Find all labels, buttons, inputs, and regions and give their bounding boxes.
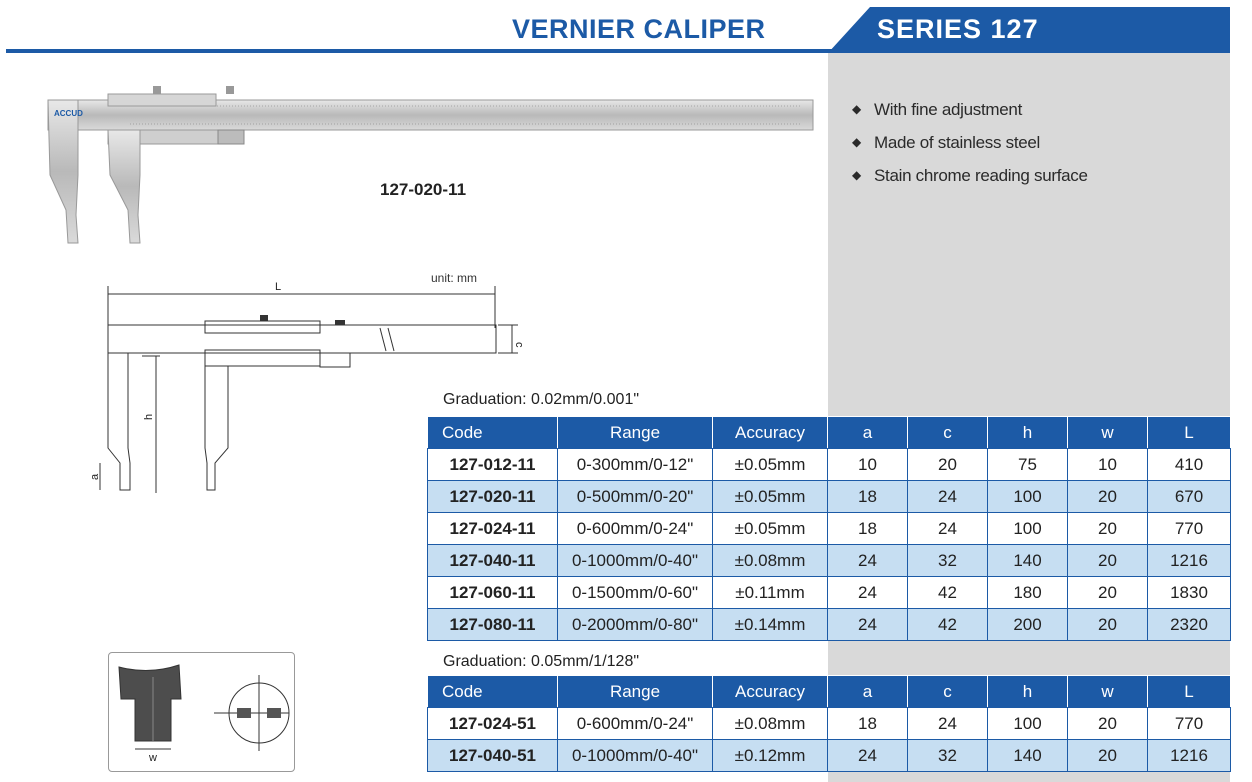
feature-item: ◆ Made of stainless steel [852,133,1041,152]
dim-label-c: c [513,342,525,348]
cell-code: 127-024-11 [428,513,558,545]
table-header-row [428,676,1231,708]
cell-w: 20 [1068,513,1148,545]
cell-l: 410 [1148,449,1231,481]
table-row [428,449,1231,481]
cell-a: 24 [828,545,908,577]
cell-accuracy: ±0.08mm [713,545,828,577]
cell-w: 20 [1068,481,1148,513]
cell-l: 2320 [1148,609,1231,641]
cell-c: 20 [908,449,988,481]
diamond-bullet-icon: ◆ [852,135,861,149]
dim-label-l: L [275,281,282,293]
cell-a: 18 [828,481,908,513]
cell-a: 18 [828,708,908,740]
table-row [428,481,1231,513]
col-header: L [1148,417,1231,449]
col-header: L [1148,676,1231,708]
brand-logo: ACCUD [54,109,83,118]
cell-accuracy: ±0.11mm [713,577,828,609]
cell-h: 100 [988,481,1068,513]
cell-w: 20 [1068,545,1148,577]
cell-h: 100 [988,708,1068,740]
col-header: Code [428,417,558,449]
cell-l: 1830 [1148,577,1231,609]
col-header: h [988,417,1068,449]
cell-accuracy: ±0.05mm [713,449,828,481]
spec-table-1 [427,416,1231,641]
cell-code: 127-060-11 [428,577,558,609]
cell-a: 10 [828,449,908,481]
spec-table-2 [427,675,1231,772]
cell-h: 75 [988,449,1068,481]
cell-w: 20 [1068,740,1148,772]
photo-model-code: 127-020-11 [380,180,467,199]
page-title: VERNIER CALIPER [512,14,766,44]
cell-code: 127-080-11 [428,609,558,641]
cell-w: 20 [1068,577,1148,609]
cell-c: 24 [908,513,988,545]
cell-l: 1216 [1148,740,1231,772]
inset-label-w: w [149,752,157,764]
cell-code: 127-040-11 [428,545,558,577]
cell-w: 20 [1068,609,1148,641]
diamond-bullet-icon: ◆ [852,102,861,116]
col-header: c [908,676,988,708]
cell-c: 42 [908,609,988,641]
cell-accuracy: ±0.05mm [713,513,828,545]
cell-code: 127-040-51 [428,740,558,772]
cell-c: 24 [908,708,988,740]
cell-c: 32 [908,545,988,577]
cell-c: 42 [908,577,988,609]
col-header: Accuracy [713,417,828,449]
cell-h: 140 [988,545,1068,577]
cell-accuracy: ±0.14mm [713,609,828,641]
caliper-photo [40,80,820,250]
cell-w: 20 [1068,708,1148,740]
feature-list [852,100,1088,199]
col-header: w [1068,417,1148,449]
cell-range: 0-600mm/0-24" [558,513,713,545]
cell-a: 24 [828,609,908,641]
cell-l: 770 [1148,708,1231,740]
cell-a: 24 [828,740,908,772]
cell-range: 0-1000mm/0-40" [558,545,713,577]
table-row [428,708,1231,740]
cell-h: 140 [988,740,1068,772]
cell-c: 24 [908,481,988,513]
cell-range: 0-1000mm/0-40" [558,740,713,772]
graduation-caption-1: Graduation: 0.02mm/0.001" [443,391,640,408]
col-header: a [828,417,908,449]
table-row [428,740,1231,772]
col-header: h [988,676,1068,708]
col-header: Range [558,676,713,708]
unit-label: unit: mm [431,271,478,285]
cell-code: 127-012-11 [428,449,558,481]
cell-l: 770 [1148,513,1231,545]
table-row [428,513,1231,545]
cell-range: 0-300mm/0-12" [558,449,713,481]
cell-a: 24 [828,577,908,609]
diamond-bullet-icon: ◆ [852,168,861,182]
dim-label-h: h [143,413,155,420]
cell-h: 200 [988,609,1068,641]
cell-h: 180 [988,577,1068,609]
col-header: c [908,417,988,449]
table-row [428,609,1231,641]
jaw-section-inset [108,652,295,772]
table-row [428,545,1231,577]
cell-h: 100 [988,513,1068,545]
cell-accuracy: ±0.08mm [713,708,828,740]
cell-l: 670 [1148,481,1231,513]
col-header: Accuracy [713,676,828,708]
cell-code: 127-024-51 [428,708,558,740]
cell-a: 18 [828,513,908,545]
col-header: Range [558,417,713,449]
cell-c: 32 [908,740,988,772]
cell-accuracy: ±0.05mm [713,481,828,513]
col-header: a [828,676,908,708]
cell-range: 0-500mm/0-20" [558,481,713,513]
cell-range: 0-1500mm/0-60" [558,577,713,609]
feature-item: ◆ Stain chrome reading surface [852,166,1088,185]
cell-range: 0-600mm/0-24" [558,708,713,740]
dim-label-a: a [89,473,101,480]
cell-code: 127-020-11 [428,481,558,513]
feature-item: ◆ With fine adjustment [852,100,1023,119]
cell-accuracy: ±0.12mm [713,740,828,772]
table-header-row [428,417,1231,449]
graduation-caption-2: Graduation: 0.05mm/1/128" [443,653,640,670]
cell-range: 0-2000mm/0-80" [558,609,713,641]
series-label: SERIES 127 [877,14,1039,44]
col-header: w [1068,676,1148,708]
cell-w: 10 [1068,449,1148,481]
col-header: Code [428,676,558,708]
table-row [428,577,1231,609]
cell-l: 1216 [1148,545,1231,577]
